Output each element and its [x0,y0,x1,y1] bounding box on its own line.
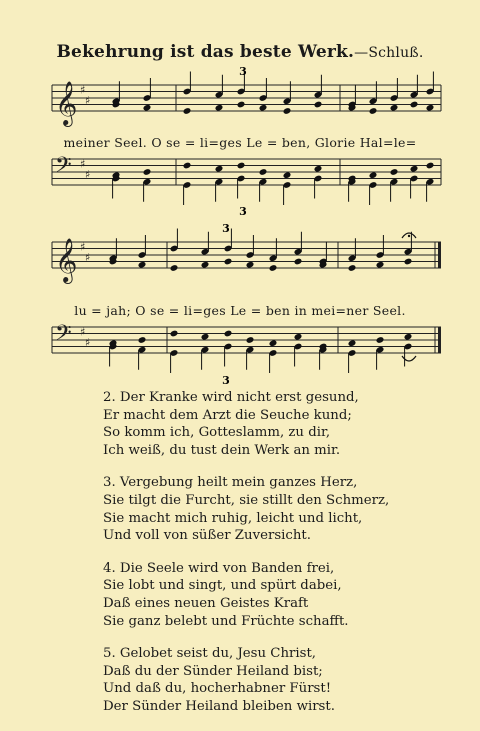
note-head [138,336,147,344]
lyric-line-system-1: meiner Seel. O se = li=ges Le = ben, Glorie Hal=le= [63,135,417,150]
sharp-icon: ♯ [80,83,86,97]
bass-clef-icon: 𝄢 [55,320,72,351]
note-head [224,258,233,266]
verse-line: So komm ich, Gotteslamm, zu dir, [103,425,331,441]
verse-line: Daß du der Sünder Heiland bist; [103,663,323,679]
verse-line: Daß eines neuen Geistes Kraft [103,595,309,611]
verse-line: Er macht dem Arzt die Seuche kund; [103,407,352,423]
note-head [369,171,378,179]
stanza [103,389,463,459]
sharp-icon: ♯ [80,240,86,254]
verse-line: Der Sünder Heiland bleiben wirst. [103,698,335,714]
final-barline [438,242,441,268]
verse-line: Sie tilgt die Furcht, sie stillt den Schmerz, [103,492,390,508]
note-head [410,165,419,173]
note-head [201,333,210,341]
note-head [390,168,399,176]
tuplet-marks [222,65,247,387]
verse-line: 5. Gelobet seist du, Jesu Christ, [103,646,317,662]
note-head [376,261,385,269]
note-head [143,104,152,112]
note-head [294,258,303,266]
note-head [237,162,246,170]
verse-list [103,389,463,731]
bass-clef-icon: 𝄢 [55,152,72,183]
sharp-icon: ♯ [85,167,91,181]
sharp-icon: ♯ [85,93,91,107]
note-head [259,104,268,112]
sharp-icon: ♯ [80,325,86,339]
note-head [376,336,385,344]
note-head [143,168,152,176]
note-heads [109,72,435,374]
verse-line: Und daß du, hocherhabner Fürst! [103,681,332,697]
treble-clef-icon: 𝄞 [55,81,78,125]
verse-line: 3. Vergebung heilt mein ganzes Herz, [103,475,358,491]
note-head [201,261,210,269]
note-head [410,101,419,109]
title-main: Bekehrung ist das beste Werk. [56,42,355,62]
note-head [269,264,278,272]
note-head [170,330,179,338]
verse-line: 4. Die Seele wird von Banden frei, [103,560,335,576]
tuplet-mark: 3 [222,374,230,387]
note-head [246,261,255,269]
title-sub: —Schluß. [354,45,424,61]
note-head [246,336,255,344]
verse-line: Ich weiß, du tust dein Werk an mir. [103,442,341,458]
stanza [103,474,463,544]
note-head [369,107,378,115]
note-head [138,261,147,269]
note-head [215,165,224,173]
note-head [390,104,399,112]
note-head [294,333,303,341]
note-head [348,264,357,272]
sharp-icon: ♯ [85,335,91,349]
note-head [283,171,292,179]
lyric-line-system-2: lu = jah; O se = li=ges Le = ben in mei=ner Seel. [74,303,406,318]
tuplet-mark: 3 [222,222,230,235]
note-head [269,339,278,347]
sharp-icon: ♯ [85,250,91,264]
note-head [314,101,323,109]
note-head [259,168,268,176]
note-head [224,330,233,338]
note-head [283,107,292,115]
verse-line: Und voll von süßer Zuversicht. [103,528,311,544]
verse-line: 2. Der Kranke wird nicht erst gesund, [103,390,359,405]
note-head [426,104,435,112]
note-head [314,165,323,173]
stanza [103,560,463,630]
verse-line: Sie ganz belebt und Früchte schafft. [103,613,349,629]
note-head [426,162,435,170]
note-head [215,104,224,112]
verse-line: Sie macht mich ruhig, leicht und licht, [103,510,363,526]
note-head [404,333,413,341]
note-head [348,339,357,347]
tuplet-mark: 3 [239,65,247,78]
final-barline [438,327,441,353]
note-head [237,101,246,109]
note-head [183,162,192,170]
tuplet-mark: 3 [239,205,247,218]
fermata-icon [408,235,410,237]
stanza [103,645,463,715]
note-head [404,258,413,266]
note-head [170,264,179,272]
sharp-icon: ♯ [80,157,86,171]
treble-clef-icon: 𝄞 [55,238,78,282]
note-head [183,107,192,115]
verse-line: Sie lobt und singt, und spürt dabei, [103,578,342,594]
